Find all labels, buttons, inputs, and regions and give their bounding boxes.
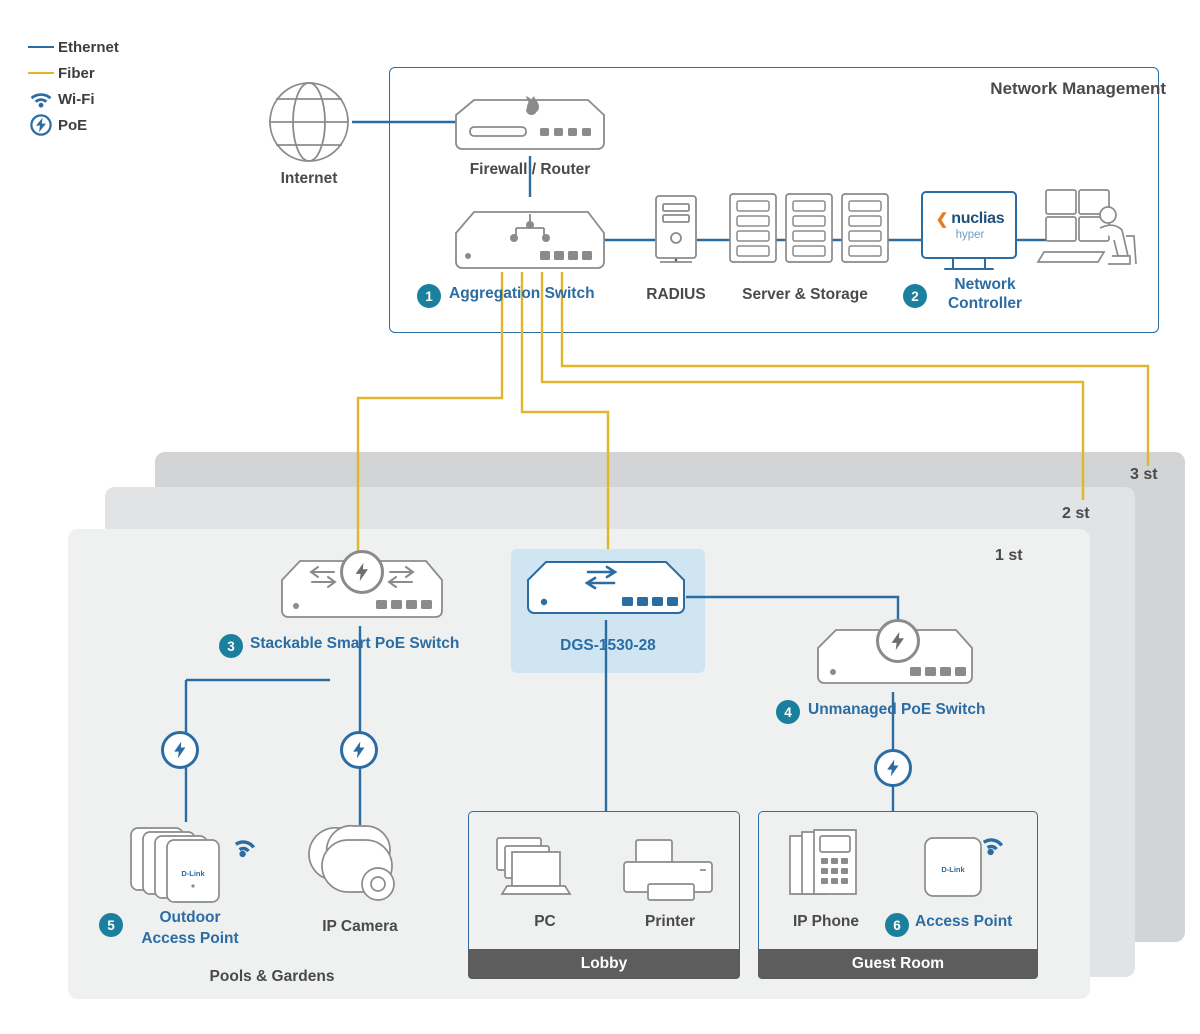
floor-label-1: 1 st (995, 547, 1023, 564)
label-server-storage: Server & Storage (742, 286, 868, 303)
wifi-icon-access-point (976, 824, 1008, 856)
legend-item-ethernet (24, 34, 119, 60)
legend-label-wifi: Wi-Fi (58, 90, 95, 108)
label-printer: Printer (645, 913, 695, 930)
label-radius: RADIUS (646, 286, 706, 303)
label-stackable-switch: Stackable Smart PoE Switch (250, 635, 460, 652)
legend-label-ethernet: Ethernet (58, 38, 119, 56)
badge-4: 4 (776, 700, 800, 724)
poe-icon (24, 114, 58, 136)
label-firewall-router: Firewall / Router (469, 161, 591, 178)
room-label-pools: Pools & Gardens (209, 968, 335, 985)
floor-label-3: 3 st (1130, 466, 1158, 483)
legend-item-fiber (24, 60, 119, 86)
label-network-controller-line1: Network (954, 276, 1016, 293)
legend-label-poe: PoE (58, 116, 88, 134)
network-management-title: Network Management (990, 79, 1166, 98)
legend-item-wifi (24, 86, 119, 112)
label-access-point: Access Point (915, 913, 1013, 930)
ethernet-line-icon (24, 46, 58, 49)
svg-text:D-Link: D-Link (941, 865, 965, 874)
nuclias-mark-icon: ❮ (935, 210, 949, 228)
legend-label-fiber: Fiber (58, 64, 95, 82)
label-pc: PC (534, 913, 556, 930)
badge-5: 5 (99, 913, 123, 937)
label-dgs-1530-28: DGS-1530-28 (560, 637, 656, 654)
label-unmanaged-switch: Unmanaged PoE Switch (808, 701, 986, 718)
badge-6: 6 (885, 913, 909, 937)
label-aggregation-switch: Aggregation Switch (449, 285, 595, 302)
label-ip-phone: IP Phone (792, 913, 860, 930)
room-caption-lobby: Lobby (468, 949, 740, 979)
floor-label-2: 2 st (1062, 505, 1090, 522)
controller-brand: nuclias (951, 209, 1005, 227)
wifi-icon (24, 90, 58, 108)
badge-1: 1 (417, 284, 441, 308)
legend-item-poe (24, 112, 119, 138)
room-caption-guest: Guest Room (758, 949, 1038, 979)
badge-3: 3 (219, 634, 243, 658)
label-internet: Internet (280, 170, 338, 187)
badge-2: 2 (903, 284, 927, 308)
legend (24, 34, 119, 138)
label-outdoor-ap-line1: Outdoor (159, 909, 221, 926)
label-outdoor-ap-line2: Access Point (141, 930, 239, 947)
controller-brand-sub: hyper (955, 228, 985, 241)
svg-text:D-Link: D-Link (181, 869, 205, 878)
label-network-controller-line2: Controller (947, 295, 1023, 312)
label-ip-camera: IP Camera (322, 918, 398, 935)
fiber-line-icon (24, 72, 58, 75)
